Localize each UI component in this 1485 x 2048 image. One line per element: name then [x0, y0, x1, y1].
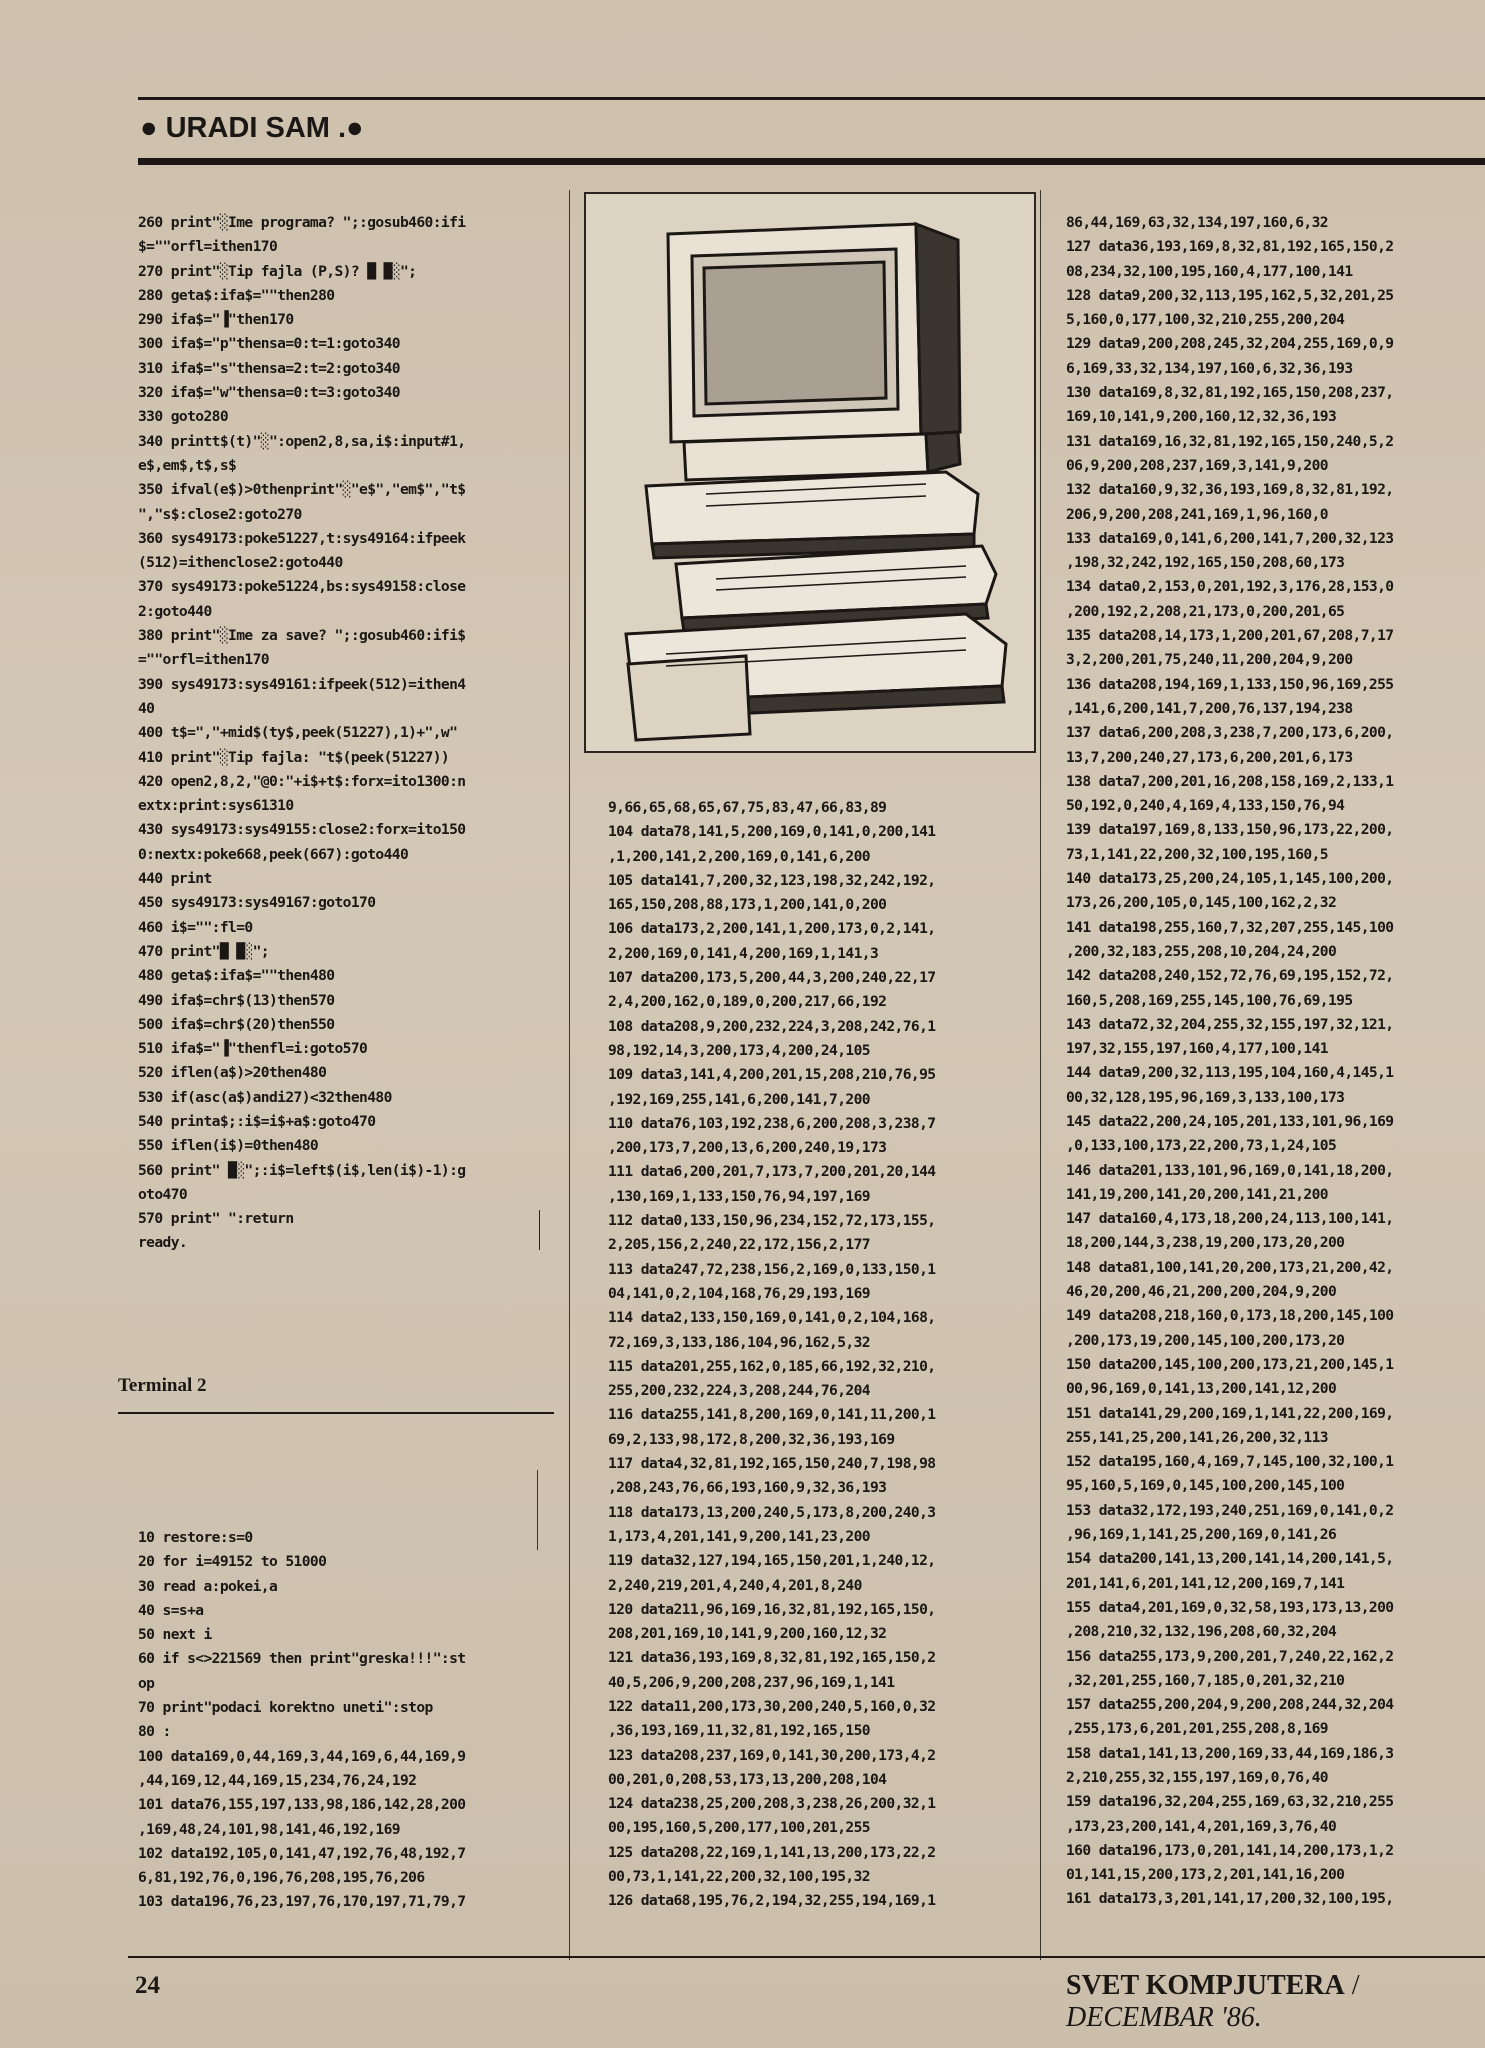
code-line: 550 iflen(i$)=0then480	[138, 1137, 319, 1155]
code-line: 320 ifa$="w"thensa=0:t=3:goto340	[138, 384, 400, 402]
code-line: 113 data247,72,238,156,2,169,0,133,150,1	[608, 1260, 936, 1278]
code-line: 147 data160,4,173,18,200,24,113,100,141,	[1066, 1210, 1394, 1228]
code-line: 156 data255,173,9,200,201,7,240,22,162,2	[1066, 1647, 1394, 1665]
code-line: 173,26,200,105,0,145,100,162,2,32	[1066, 894, 1337, 912]
code-line: 105 data141,7,200,32,123,198,32,242,192,	[608, 871, 936, 889]
code-line: 146 data201,133,101,96,169,0,141,18,200,	[1066, 1161, 1394, 1179]
code-line: 119 data32,127,194,165,150,201,1,240,12,	[608, 1552, 936, 1570]
code-line: ,1,200,141,2,200,169,0,141,6,200	[608, 847, 870, 865]
code-line: 197,32,155,197,160,4,177,100,141	[1066, 1040, 1328, 1058]
code-line: 148 data81,100,141,20,200,173,21,200,42,	[1066, 1258, 1394, 1276]
code-line: ,255,173,6,201,201,255,208,8,169	[1066, 1720, 1328, 1738]
code-line: 201,141,6,201,141,12,200,169,7,141	[1066, 1574, 1345, 1592]
code-line: 440 print	[138, 870, 212, 888]
code-line: ","s$:close2:goto270	[138, 505, 302, 523]
code-line: 118 data173,13,200,240,5,173,8,200,240,3	[608, 1503, 936, 1521]
code-line: 153 data32,172,193,240,251,169,0,141,0,2	[1066, 1501, 1394, 1519]
code-line: oto470	[138, 1185, 188, 1203]
code-line: 390 sys49173:sys49161:ifpeek(512)=ithen4	[138, 675, 466, 693]
code-line: 112 data0,133,150,96,234,152,72,173,155,	[608, 1212, 936, 1230]
code-line: 450 sys49173:sys49167:goto170	[138, 894, 376, 912]
code-line: op	[138, 1674, 155, 1692]
code-line: 310 ifa$="s"thensa=2:t=2:goto340	[138, 359, 400, 377]
code-line: 3,2,200,201,75,240,11,200,204,9,200	[1066, 651, 1353, 669]
code-line: 340 printt$(t)"░":open2,8,sa,i$:input#1,	[138, 432, 466, 450]
code-line: 2,200,169,0,141,4,200,169,1,141,3	[608, 944, 879, 962]
code-line: ,200,173,7,200,13,6,200,240,19,173	[608, 1139, 887, 1157]
code-line: 134 data0,2,153,0,201,192,3,176,28,153,0	[1066, 578, 1394, 596]
code-line: 129 data9,200,208,245,32,204,255,169,0,9	[1066, 335, 1394, 353]
code-line: 40	[138, 699, 155, 717]
code-line: 116 data255,141,8,200,169,0,141,11,200,1	[608, 1406, 936, 1424]
code-line: 2,240,219,201,4,240,4,201,8,240	[608, 1576, 862, 1594]
bullet-icon: ●	[140, 112, 158, 144]
code-line: 107 data200,173,5,200,44,3,200,240,22,17	[608, 969, 936, 987]
code-line: 86,44,169,63,32,134,197,160,6,32	[1066, 214, 1328, 231]
code-line: 110 data76,103,192,238,6,200,208,3,238,7	[608, 1114, 936, 1132]
code-line: 149 data208,218,160,0,173,18,200,145,100	[1066, 1307, 1394, 1325]
code-line: 135 data208,14,173,1,200,201,67,208,7,17	[1066, 627, 1394, 645]
code-line: 60 if s<>221569 then print"greska!!!":st	[138, 1650, 466, 1668]
code-line: ,169,48,24,101,98,141,46,192,169	[138, 1820, 400, 1838]
code-line: 30 read a:pokei,a	[138, 1577, 278, 1595]
top-rule	[138, 97, 1485, 100]
code-line: 130 data169,8,32,81,192,165,150,208,237,	[1066, 384, 1394, 402]
code-line: 00,32,128,195,96,169,3,133,100,173	[1066, 1088, 1345, 1106]
code-line: 141 data198,255,160,7,32,207,255,145,100	[1066, 918, 1394, 936]
code-line: 121 data36,193,169,8,32,81,192,165,150,2	[608, 1649, 936, 1667]
footer-rule	[128, 1956, 1485, 1958]
code-line: 410 print"░Tip fajla: "t$(peek(51227))	[138, 748, 450, 766]
bullet-icon: .●	[329, 112, 364, 144]
code-line: 2,205,156,2,240,22,172,156,2,177	[608, 1236, 870, 1254]
issue-date: DECEMBAR '86.	[1066, 2002, 1262, 2033]
code-line: 127 data36,193,169,8,32,81,192,165,150,2	[1066, 238, 1394, 256]
code-line: 109 data3,141,4,200,201,15,208,210,76,95	[608, 1066, 936, 1084]
code-line: 20 for i=49152 to 51000	[138, 1553, 327, 1571]
code-line: 430 sys49173:sys49155:close2:forx=ito150	[138, 821, 466, 839]
code-line: e$,em$,t$,s$	[138, 456, 237, 474]
code-line: 160 data196,173,0,201,141,14,200,173,1,2	[1066, 1841, 1394, 1859]
code-line: 145 data22,200,24,105,201,133,101,96,169	[1066, 1112, 1394, 1130]
code-line: 169,10,141,9,200,160,12,32,36,193	[1066, 408, 1337, 426]
page-number: 24	[135, 1972, 160, 1999]
code-line: 206,9,200,208,241,169,1,96,160,0	[1066, 505, 1328, 523]
code-line: 117 data4,32,81,192,165,150,240,7,198,98	[608, 1455, 936, 1473]
code-line: ,36,193,169,11,32,81,192,165,150	[608, 1722, 870, 1740]
code-line: ,130,169,1,133,150,76,94,197,169	[608, 1187, 870, 1205]
code-line: 40,5,206,9,200,208,237,96,169,1,141	[608, 1673, 895, 1691]
code-line: 138 data7,200,201,16,208,158,169,2,133,1	[1066, 772, 1394, 790]
header-rule	[138, 158, 1485, 165]
code-line: 400 t$=","+mid$(ty$,peek(51227),1)+",w"	[138, 724, 458, 742]
code-line: 490 ifa$=chr$(13)then570	[138, 991, 335, 1009]
code-line: 154 data200,141,13,200,141,14,200,141,5,	[1066, 1550, 1394, 1568]
code-line: 114 data2,133,150,169,0,141,0,2,104,168,	[608, 1309, 936, 1327]
code-line: 136 data208,194,169,1,133,150,96,169,255	[1066, 675, 1394, 693]
code-line: 280 geta$:ifa$=""then280	[138, 286, 335, 304]
code-line: 540 printa$;:i$=i$+a$:goto470	[138, 1112, 376, 1130]
code-line: 13,7,200,240,27,173,6,200,201,6,173	[1066, 748, 1353, 766]
code-line: 151 data141,29,200,169,1,141,22,200,169,	[1066, 1404, 1394, 1422]
code-line: ,173,23,200,141,4,201,169,3,76,40	[1066, 1817, 1337, 1835]
code-line: 290 ifa$="▐"then170	[138, 311, 294, 329]
column-divider	[1040, 190, 1041, 1960]
code-line: 160,5,208,169,255,145,100,76,69,195	[1066, 991, 1353, 1009]
code-line: 00,96,169,0,141,13,200,141,12,200	[1066, 1380, 1337, 1398]
code-line: 133 data169,0,141,6,200,141,7,200,32,123	[1066, 529, 1394, 547]
listing-column-1-bottom	[138, 1526, 465, 1915]
code-line: 101 data76,155,197,133,98,186,142,28,200	[138, 1796, 466, 1814]
code-line: 123 data208,237,169,0,141,30,200,173,4,2	[608, 1746, 936, 1764]
code-line: ,200,192,2,208,21,173,0,200,201,65	[1066, 602, 1345, 620]
code-line: 139 data197,169,8,133,150,96,173,22,200,	[1066, 821, 1394, 839]
code-line: 150 data200,145,100,200,173,21,200,145,1	[1066, 1355, 1394, 1373]
terminal-heading: Terminal 2	[118, 1375, 207, 1396]
code-line: 141,19,200,141,20,200,141,21,200	[1066, 1185, 1328, 1203]
code-line: 125 data208,22,169,1,141,13,200,173,22,2	[608, 1843, 936, 1861]
code-line: =""orfl=ithen170	[138, 651, 269, 669]
footer-magazine	[1066, 1970, 1485, 2034]
code-line: 460 i$="":fl=0	[138, 918, 253, 936]
code-line: 155 data4,201,169,0,32,58,193,173,13,200	[1066, 1598, 1394, 1616]
code-line: 137 data6,200,208,3,238,7,200,173,6,200,	[1066, 724, 1394, 742]
margin-mark	[539, 1210, 540, 1250]
code-line: 480 geta$:ifa$=""then480	[138, 967, 335, 985]
code-line: 46,20,200,46,21,200,200,204,9,200	[1066, 1283, 1337, 1301]
listing-column-2	[608, 796, 935, 1914]
code-line: 104 data78,141,5,200,169,0,141,0,200,141	[608, 823, 936, 841]
code-line: 420 open2,8,2,"@0:"+i$+t$:forx=ito1300:n	[138, 772, 466, 790]
code-line: 115 data201,255,162,0,185,66,192,32,210,	[608, 1357, 936, 1375]
code-line: ,198,32,242,192,165,150,208,60,173	[1066, 554, 1345, 572]
code-line: 142 data208,240,152,72,76,69,195,152,72,	[1066, 967, 1394, 985]
code-line: 158 data1,141,13,200,169,33,44,169,186,3	[1066, 1744, 1394, 1762]
code-line: 103 data196,76,23,197,76,170,197,71,79,7	[138, 1893, 466, 1911]
code-line: ready.	[138, 1234, 188, 1252]
terminal-rule	[118, 1412, 554, 1414]
code-line: 106 data173,2,200,141,1,200,173,0,2,141,	[608, 920, 936, 938]
code-line: 108 data208,9,200,232,224,3,208,242,76,1	[608, 1017, 936, 1035]
code-line: 04,141,0,2,104,168,76,29,193,169	[608, 1284, 870, 1302]
code-line: 2,4,200,162,0,189,0,200,217,66,192	[608, 993, 887, 1011]
margin-mark	[537, 1470, 538, 1550]
code-line: 360 sys49173:poke51227,t:sys49164:ifpeek	[138, 529, 466, 547]
code-line: 270 print"░Tip fajla (P,S)? █ █░";	[138, 262, 417, 280]
code-line: 111 data6,200,201,7,173,7,200,201,20,144	[608, 1163, 936, 1181]
code-line: 380 print"░Ime za save? ";:gosub460:ifi$	[138, 627, 466, 645]
code-line: 01,141,15,200,173,2,201,141,16,200	[1066, 1866, 1345, 1884]
code-line: 1,173,4,201,141,9,200,141,23,200	[608, 1527, 870, 1545]
code-line: 6,169,33,32,134,197,160,6,32,36,193	[1066, 359, 1353, 377]
code-line: 131 data169,16,32,81,192,165,150,240,5,2	[1066, 432, 1394, 450]
code-line: 5,160,0,177,100,32,210,255,200,204	[1066, 311, 1345, 329]
section-title: URADI SAM	[165, 112, 330, 144]
code-line: 143 data72,32,204,255,32,155,197,32,121,	[1066, 1015, 1394, 1033]
code-line: 72,169,3,133,186,104,96,162,5,32	[608, 1333, 870, 1351]
code-line: 98,192,14,3,200,173,4,200,24,105	[608, 1041, 870, 1059]
code-line: 520 iflen(a$)>20then480	[138, 1064, 327, 1082]
code-line: 06,9,200,208,237,169,3,141,9,200	[1066, 456, 1328, 474]
code-line: 165,150,208,88,173,1,200,141,0,200	[608, 896, 887, 914]
code-line: 00,73,1,141,22,200,32,100,195,32	[608, 1868, 870, 1886]
code-line: ,200,173,19,200,145,100,200,173,20	[1066, 1331, 1345, 1349]
code-line: 350 ifval(e$)>0thenprint"░"e$","em$","t$	[138, 481, 466, 499]
code-line: 73,1,141,22,200,32,100,195,160,5	[1066, 845, 1328, 863]
code-line: extx:print:sys61310	[138, 797, 294, 815]
code-line: 208,201,169,10,141,9,200,160,12,32	[608, 1625, 887, 1643]
code-line: 10 restore:s=0	[138, 1529, 253, 1546]
code-line: 50 next i	[138, 1626, 212, 1644]
code-line: 157 data255,200,204,9,200,208,244,32,204	[1066, 1696, 1394, 1714]
code-line: 510 ifa$="▐"thenfl=i:goto570	[138, 1040, 368, 1058]
footer-separator: /	[1344, 1970, 1360, 2001]
code-line: 102 data192,105,0,141,47,192,76,48,192,7	[138, 1844, 466, 1862]
code-line: 126 data68,195,76,2,194,32,255,194,169,1	[608, 1892, 936, 1910]
code-line: 300 ifa$="p"thensa=0:t=1:goto340	[138, 335, 400, 353]
code-line: 0:nextx:poke668,peek(667):goto440	[138, 845, 409, 863]
code-line: 132 data160,9,32,36,193,169,8,32,81,192,	[1066, 481, 1394, 499]
code-line: (512)=ithenclose2:goto440	[138, 554, 343, 572]
code-line: 140 data173,25,200,24,105,1,145,100,200,	[1066, 870, 1394, 888]
code-line: 100 data169,0,44,169,3,44,169,6,44,169,9	[138, 1747, 466, 1765]
code-line: ,0,133,100,173,22,200,73,1,24,105	[1066, 1137, 1337, 1155]
listing-column-3	[1066, 211, 1393, 1912]
code-line: 500 ifa$=chr$(20)then550	[138, 1015, 335, 1033]
code-line: 255,200,232,224,3,208,244,76,204	[608, 1382, 870, 1400]
code-line: 2,210,255,32,155,197,169,0,76,40	[1066, 1769, 1328, 1786]
code-line: 18,200,144,3,238,19,200,173,20,200	[1066, 1234, 1345, 1252]
code-line: 128 data9,200,32,113,195,162,5,32,201,25	[1066, 286, 1394, 304]
code-line: 560 print" █░";:i$=left$(i$,len(i$)-1):g	[138, 1161, 466, 1179]
code-line: ,96,169,1,141,25,200,169,0,141,26	[1066, 1526, 1337, 1544]
code-line: 124 data238,25,200,208,3,238,26,200,32,1	[608, 1795, 936, 1813]
code-line: ,208,210,32,132,196,208,60,32,204	[1066, 1623, 1337, 1641]
magazine-name: SVET KOMPJUTERA	[1066, 1970, 1345, 2001]
code-line: ,192,169,255,141,6,200,141,7,200	[608, 1090, 870, 1108]
column-divider	[569, 190, 570, 1960]
code-line: 70 print"podaci korektno uneti":stop	[138, 1699, 433, 1717]
computer-books-illustration	[586, 194, 1034, 751]
code-line: ,200,32,183,255,208,10,204,24,200	[1066, 942, 1337, 960]
listing-column-1-top	[138, 211, 465, 1256]
section-header	[140, 112, 364, 145]
code-line: 69,2,133,98,172,8,200,32,36,193,169	[608, 1430, 895, 1448]
code-line: 50,192,0,240,4,169,4,133,150,76,94	[1066, 797, 1345, 815]
code-line: 6,81,192,76,0,196,76,208,195,76,206	[138, 1869, 425, 1887]
code-line: 370 sys49173:poke51224,bs:sys49158:close	[138, 578, 466, 596]
code-line: 122 data11,200,173,30,200,240,5,160,0,32	[608, 1697, 936, 1715]
code-line: 260 print"░Ime programa? ";:gosub460:ifi	[138, 214, 466, 231]
code-line: 144 data9,200,32,113,195,104,160,4,145,1	[1066, 1064, 1394, 1082]
code-line: 120 data211,96,169,16,32,81,192,165,150,	[608, 1600, 936, 1618]
code-line: 470 print"█ █░";	[138, 942, 269, 960]
code-line: 9,66,65,68,65,67,75,83,47,66,83,89	[608, 799, 887, 816]
code-line: 40 s=s+a	[138, 1601, 204, 1619]
code-line: 255,141,25,200,141,26,200,32,113	[1066, 1428, 1328, 1446]
code-line: 2:goto440	[138, 602, 212, 620]
code-line: 159 data196,32,204,255,169,63,32,210,255	[1066, 1793, 1394, 1811]
code-line: 00,195,160,5,200,177,100,201,255	[608, 1819, 870, 1837]
code-line: 530 if(asc(a$)andi27)<32then480	[138, 1088, 392, 1106]
code-line: 08,234,32,100,195,160,4,177,100,141	[1066, 262, 1353, 280]
code-line: 161 data173,3,201,141,17,200,32,100,195,	[1066, 1890, 1394, 1908]
code-line: ,44,169,12,44,169,15,234,76,24,192	[138, 1771, 417, 1789]
code-line: 95,160,5,169,0,145,100,200,145,100	[1066, 1477, 1345, 1495]
code-line: $=""orfl=ithen170	[138, 238, 278, 256]
code-line: ,141,6,200,141,7,200,76,137,194,238	[1066, 699, 1353, 717]
code-line: 570 print" ":return	[138, 1210, 294, 1228]
code-line: 80 :	[138, 1723, 171, 1741]
code-line: 152 data195,160,4,169,7,145,100,32,100,1	[1066, 1453, 1394, 1471]
code-line: 00,201,0,208,53,173,13,200,208,104	[608, 1770, 887, 1788]
code-line: ,208,243,76,66,193,160,9,32,36,193	[608, 1479, 887, 1497]
code-line: ,32,201,255,160,7,185,0,201,32,210	[1066, 1671, 1345, 1689]
illustration-computer-on-books	[584, 192, 1036, 753]
code-line: 330 goto280	[138, 408, 229, 426]
